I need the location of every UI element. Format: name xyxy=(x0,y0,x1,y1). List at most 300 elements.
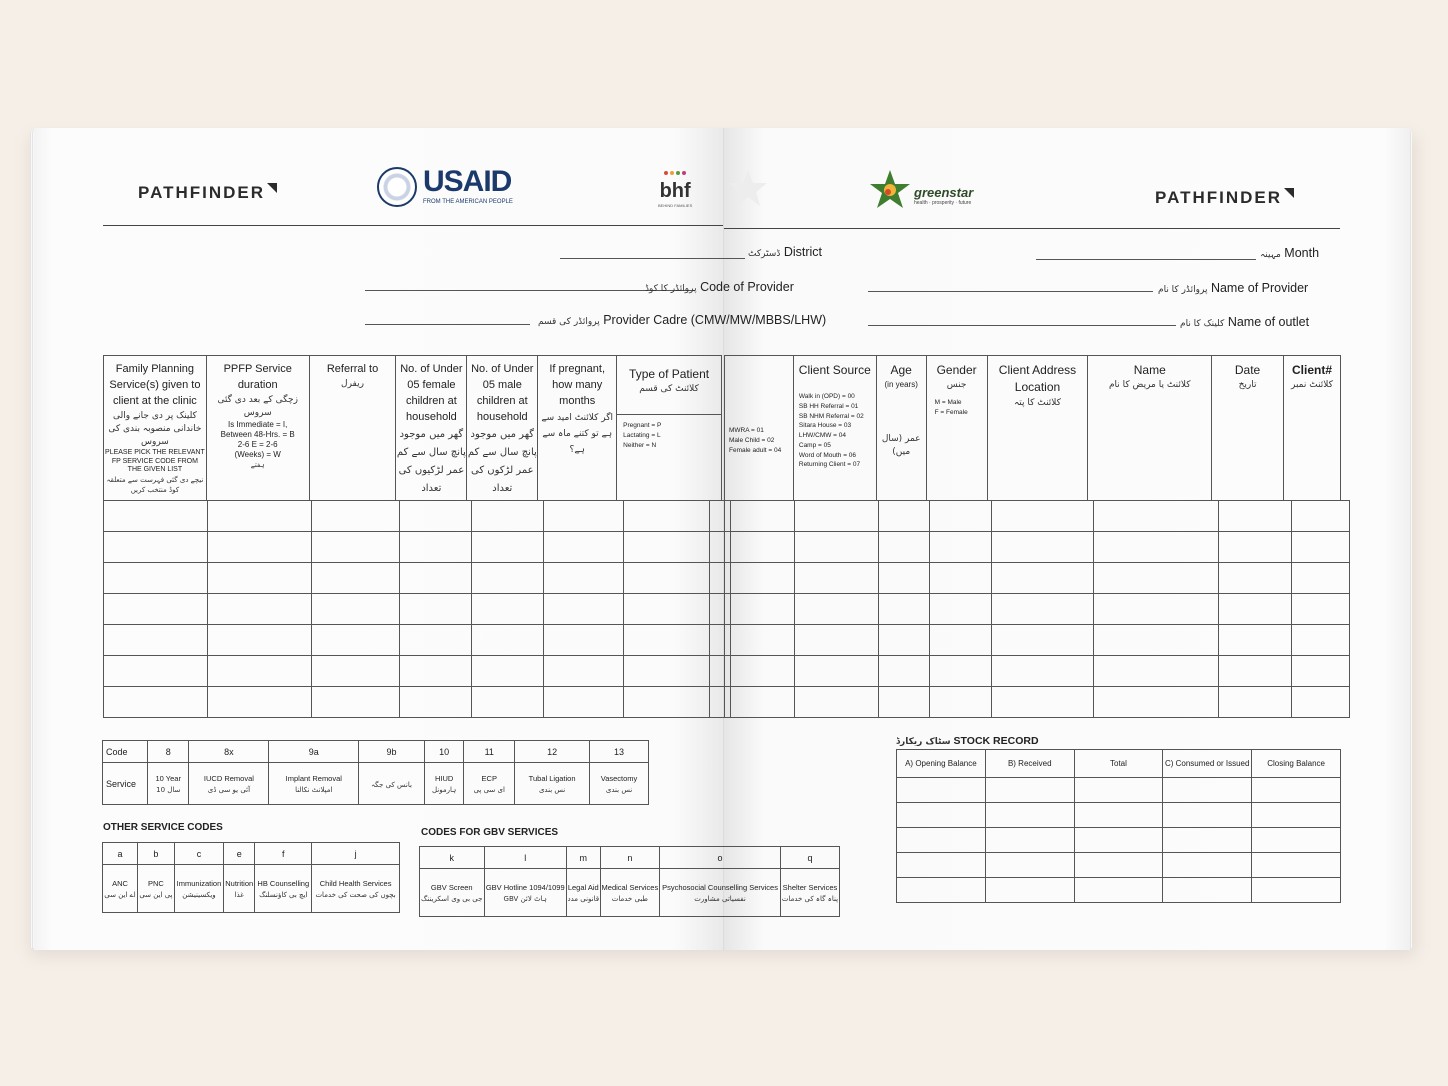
patient-type-option: Pregnant = P xyxy=(623,422,662,430)
other-service-cell xyxy=(224,865,255,913)
right-header-row xyxy=(725,356,1341,501)
header-fp-service-ur: کلینک پر دی جانے والی خاندانی منصوبہ بندی کی سروس xyxy=(108,410,202,447)
service-name-cell-label-ur: امپلانٹ نکالنا xyxy=(295,785,333,794)
entry-cell[interactable] xyxy=(472,687,544,718)
service-code-row-label: Code xyxy=(103,741,148,763)
entry-cell[interactable] xyxy=(1094,687,1219,718)
gbv-code-cell: m xyxy=(566,847,600,869)
entry-cell[interactable] xyxy=(879,656,930,687)
stock-cell[interactable] xyxy=(1252,803,1341,828)
service-code-cell: 9a xyxy=(269,741,359,763)
entry-cell[interactable] xyxy=(104,594,208,625)
header-gender-title: Gender xyxy=(936,363,977,377)
entry-cell[interactable] xyxy=(400,594,472,625)
code-of-provider-label xyxy=(645,280,794,294)
service-code-table xyxy=(102,740,649,805)
entry-cell[interactable] xyxy=(1094,594,1219,625)
stock-cell[interactable] xyxy=(985,853,1074,878)
stock-cell[interactable] xyxy=(1252,778,1341,803)
stock-cell[interactable] xyxy=(1163,803,1252,828)
table-row xyxy=(725,501,1350,532)
header-fp-service xyxy=(104,356,207,501)
entry-cell[interactable] xyxy=(472,594,544,625)
client-source-option: Word of Mouth = 06 xyxy=(798,451,857,459)
right-register-table xyxy=(724,355,1341,501)
stock-cell[interactable] xyxy=(897,828,986,853)
entry-cell[interactable] xyxy=(104,501,208,532)
entry-cell[interactable] xyxy=(992,625,1094,656)
pathfinder-logo-text: PATHFINDER xyxy=(1155,188,1283,207)
header-gender-ur: جنس xyxy=(946,380,967,391)
entry-cell[interactable] xyxy=(795,563,879,594)
entry-cell[interactable] xyxy=(312,532,400,563)
entry-cell[interactable] xyxy=(544,501,624,532)
entry-cell[interactable] xyxy=(544,625,624,656)
bhf-dots-icon xyxy=(658,162,692,180)
left-register-table xyxy=(103,355,722,501)
header-ppfp-line: (Weeks) = W xyxy=(234,449,281,459)
table-row xyxy=(725,594,1350,625)
stock-cell[interactable] xyxy=(1252,853,1341,878)
entry-cell[interactable] xyxy=(312,656,400,687)
header-client-address xyxy=(987,356,1088,501)
stock-cell[interactable] xyxy=(985,803,1074,828)
stock-record-title-ur: سٹاک ریکارڈ xyxy=(896,737,951,747)
entry-cell[interactable] xyxy=(930,501,992,532)
entry-cell[interactable] xyxy=(930,532,992,563)
stock-cell[interactable] xyxy=(1074,853,1163,878)
service-name-cell-label: Vasectomy xyxy=(600,773,638,783)
patient-type-option: Neither = N xyxy=(623,441,657,449)
entry-cell[interactable] xyxy=(312,594,400,625)
header-ppfp-title: PPFP Service duration xyxy=(223,363,292,391)
entry-cell[interactable] xyxy=(472,563,544,594)
district-line[interactable] xyxy=(560,258,745,259)
bhf-logo xyxy=(658,162,692,208)
table-row xyxy=(725,687,1350,718)
entry-cell[interactable] xyxy=(879,501,930,532)
entry-cell[interactable] xyxy=(1219,625,1292,656)
other-code-cell: j xyxy=(312,843,400,865)
stock-row xyxy=(897,803,1341,828)
stock-cell[interactable] xyxy=(1163,828,1252,853)
entry-cell[interactable] xyxy=(1219,656,1292,687)
header-client-number-title: Client# xyxy=(1291,363,1332,377)
entry-cell[interactable] xyxy=(930,563,992,594)
other-service-cell-label-ur: ایچ بی کاؤنسلنگ xyxy=(259,890,308,899)
entry-cell[interactable] xyxy=(725,594,795,625)
provider-cadre-label-ur: پروائڈر کی قسم xyxy=(538,317,600,327)
service-name-cell xyxy=(424,763,464,805)
entry-cell[interactable] xyxy=(725,656,795,687)
header-female-children xyxy=(396,356,467,501)
client-source-option: Walk in (OPD) = 00 xyxy=(798,393,855,401)
entry-cell[interactable] xyxy=(208,563,312,594)
pathfinder-logo-left xyxy=(138,183,277,203)
header-referral-title: Referral to xyxy=(326,363,379,375)
gbv-service-cell-label: Shelter Services xyxy=(782,882,838,892)
entry-cell[interactable] xyxy=(624,687,710,718)
header-name xyxy=(1088,356,1212,501)
entry-cell[interactable] xyxy=(312,625,400,656)
stock-row xyxy=(897,828,1341,853)
other-service-cell xyxy=(255,865,312,913)
bhf-logo-sub: BEHIND FAMILIES xyxy=(658,203,693,208)
provider-cadre-label xyxy=(538,313,826,327)
entry-cell[interactable] xyxy=(1292,501,1350,532)
stock-cell[interactable] xyxy=(1074,778,1163,803)
greenstar-logo xyxy=(914,185,973,206)
entry-cell[interactable] xyxy=(208,656,312,687)
district-label xyxy=(748,245,822,259)
patient-type-code: Female adult = 04 xyxy=(729,446,782,454)
header-female-children-title: No. of Under 05 female children at household xyxy=(400,363,463,423)
entry-cell[interactable] xyxy=(1219,594,1292,625)
service-name-cell-label-ur: نس بندی xyxy=(605,785,633,794)
entry-cell[interactable] xyxy=(400,563,472,594)
entry-cell[interactable] xyxy=(472,625,544,656)
entry-cell[interactable] xyxy=(400,625,472,656)
entry-cell[interactable] xyxy=(1219,532,1292,563)
entry-cell[interactable] xyxy=(544,532,624,563)
entry-cell[interactable] xyxy=(1292,656,1350,687)
entry-cell[interactable] xyxy=(472,501,544,532)
entry-cell[interactable] xyxy=(312,501,400,532)
service-name-cell-label-ur: نس بندی xyxy=(538,785,566,794)
stock-cell[interactable] xyxy=(897,853,986,878)
left-header-row xyxy=(104,356,722,501)
other-service-cell-label-ur: اے این سی xyxy=(104,890,136,899)
table-row xyxy=(104,687,731,718)
header-patient-type-codes xyxy=(725,356,794,501)
entry-cell[interactable] xyxy=(992,594,1094,625)
entry-cell[interactable] xyxy=(104,656,208,687)
usaid-logo-text: USAID xyxy=(423,165,512,198)
entry-cell[interactable] xyxy=(1292,532,1350,563)
header-male-children xyxy=(467,356,538,501)
right-table-body xyxy=(724,500,1350,718)
gbv-code-cell: l xyxy=(484,847,566,869)
entry-cell[interactable] xyxy=(725,532,795,563)
gbv-codes-title: CODES FOR GBV SERVICES xyxy=(421,827,559,838)
stock-cell[interactable] xyxy=(1074,828,1163,853)
entry-cell[interactable] xyxy=(400,532,472,563)
entry-cell[interactable] xyxy=(624,501,710,532)
table-row xyxy=(725,532,1350,563)
stock-row xyxy=(897,878,1341,903)
name-of-outlet-line[interactable] xyxy=(868,325,1176,326)
entry-cell[interactable] xyxy=(544,563,624,594)
stock-column-header: C) Consumed or Issued xyxy=(1163,750,1252,778)
entry-cell[interactable] xyxy=(930,656,992,687)
header-fp-service-note-ur: نیچے دی گئی فہرست سے متعلقہ کوڈ منتخب کریں xyxy=(106,476,204,495)
service-name-cell xyxy=(189,763,269,805)
patient-type-options xyxy=(617,414,721,450)
gbv-service-cell xyxy=(780,869,839,917)
header-type-of-patient xyxy=(617,356,722,501)
other-service-row xyxy=(103,865,400,913)
watermark-star-icon xyxy=(728,168,768,208)
service-name-cell xyxy=(359,763,425,805)
entry-cell[interactable] xyxy=(725,501,795,532)
entry-cell[interactable] xyxy=(624,594,710,625)
other-code-row xyxy=(103,843,400,865)
header-male-children-ur: گھر میں موجود پانچ سال سے کم عمر لڑکوں کی تعداد xyxy=(467,428,537,494)
gender-option: M = Male xyxy=(934,399,962,407)
gbv-service-cell xyxy=(600,869,660,917)
other-code-cell: c xyxy=(174,843,223,865)
entry-cell[interactable] xyxy=(1219,563,1292,594)
other-service-cell xyxy=(103,865,138,913)
stock-header-row xyxy=(897,750,1341,778)
entry-cell[interactable] xyxy=(879,625,930,656)
header-age-ur: عمر (سال میں) xyxy=(881,433,921,458)
entry-cell[interactable] xyxy=(1094,563,1219,594)
entry-cell[interactable] xyxy=(1219,687,1292,718)
gbv-service-cell-label-ur: جی بی وی اسکریننگ xyxy=(421,894,483,903)
header-client-source-title: Client Source xyxy=(798,363,871,377)
header-ppfp-ur-2: ہفتے xyxy=(250,460,265,469)
client-source-option: Sitara House = 03 xyxy=(798,422,852,430)
entry-cell[interactable] xyxy=(104,625,208,656)
stock-cell[interactable] xyxy=(1252,828,1341,853)
entry-cell[interactable] xyxy=(208,501,312,532)
code-of-provider-label-ur: پروائڈر کا کوڈ xyxy=(645,284,697,294)
provider-cadre-line[interactable] xyxy=(365,324,530,325)
service-name-cell-label-ur: 10 سال xyxy=(156,785,181,794)
gbv-service-cell-label-ur: GBV ہاٹ لائن xyxy=(503,894,547,903)
stock-cell[interactable] xyxy=(1252,878,1341,903)
gbv-service-row xyxy=(420,869,840,917)
header-male-children-title: No. of Under 05 male children at household xyxy=(471,363,534,423)
entry-cell[interactable] xyxy=(1219,501,1292,532)
other-service-cell xyxy=(312,865,400,913)
stock-row xyxy=(897,853,1341,878)
header-gender xyxy=(926,356,987,501)
other-service-cell xyxy=(174,865,223,913)
other-service-cell-label: ANC xyxy=(112,878,128,888)
name-of-outlet-label xyxy=(1180,315,1309,329)
stock-cell[interactable] xyxy=(897,778,986,803)
entry-cell[interactable] xyxy=(795,687,879,718)
entry-cell[interactable] xyxy=(472,656,544,687)
entry-cell[interactable] xyxy=(104,532,208,563)
gbv-service-cell xyxy=(484,869,566,917)
gbv-code-cell: k xyxy=(420,847,485,869)
gbv-service-cell-label-ur: طبی خدمات xyxy=(611,894,648,903)
entry-cell[interactable] xyxy=(1094,625,1219,656)
entry-cell[interactable] xyxy=(795,594,879,625)
entry-cell[interactable] xyxy=(312,563,400,594)
other-service-cell-label: Nutrition xyxy=(225,878,254,888)
service-name-cell-label: HIUD xyxy=(434,773,454,783)
entry-cell[interactable] xyxy=(104,687,208,718)
entry-cell[interactable] xyxy=(992,532,1094,563)
other-code-cell: a xyxy=(103,843,138,865)
service-name-cell-label: IUCD Removal xyxy=(203,773,254,783)
name-of-outlet-label-ur: کلینک کا نام xyxy=(1180,319,1225,329)
entry-cell[interactable] xyxy=(624,532,710,563)
service-code-cell: 11 xyxy=(464,741,515,763)
table-row xyxy=(104,656,731,687)
entry-cell[interactable] xyxy=(992,656,1094,687)
entry-cell[interactable] xyxy=(879,532,930,563)
stock-cell[interactable] xyxy=(985,828,1074,853)
header-date-title: Date xyxy=(1234,363,1261,377)
stock-cell[interactable] xyxy=(1163,853,1252,878)
greenstar-tagline: health · prosperity · future xyxy=(914,200,972,206)
entry-cell[interactable] xyxy=(879,687,930,718)
stock-cell[interactable] xyxy=(1163,878,1252,903)
entry-cell[interactable] xyxy=(1292,563,1350,594)
stock-cell[interactable] xyxy=(1074,803,1163,828)
entry-cell[interactable] xyxy=(472,532,544,563)
entry-cell[interactable] xyxy=(930,625,992,656)
stock-cell[interactable] xyxy=(985,878,1074,903)
header-female-children-ur: گھر میں موجود پانچ سال سے کم عمر لڑکیوں کی تعداد xyxy=(396,428,466,494)
entry-cell[interactable] xyxy=(992,563,1094,594)
gbv-service-cell xyxy=(420,869,485,917)
entry-cell[interactable] xyxy=(795,625,879,656)
entry-cell[interactable] xyxy=(104,563,208,594)
entry-cell[interactable] xyxy=(208,687,312,718)
entry-cell[interactable] xyxy=(795,656,879,687)
code-of-provider-label-en: Code of Provider xyxy=(700,280,794,294)
entry-cell[interactable] xyxy=(208,594,312,625)
entry-cell[interactable] xyxy=(544,656,624,687)
header-date xyxy=(1212,356,1284,501)
table-row xyxy=(104,594,731,625)
service-name-cell-label: Implant Removal xyxy=(285,773,342,783)
entry-cell[interactable] xyxy=(624,625,710,656)
client-source-option: Camp = 05 xyxy=(798,441,831,449)
entry-cell[interactable] xyxy=(544,687,624,718)
header-age xyxy=(876,356,926,501)
entry-cell[interactable] xyxy=(1094,501,1219,532)
entry-cell[interactable] xyxy=(795,532,879,563)
entry-grid xyxy=(724,500,1350,718)
header-referral xyxy=(309,356,396,501)
entry-cell[interactable] xyxy=(725,687,795,718)
header-name-title: Name xyxy=(1133,363,1166,377)
entry-cell[interactable] xyxy=(400,687,472,718)
gbv-code-cell: q xyxy=(780,847,839,869)
entry-cell[interactable] xyxy=(312,687,400,718)
gbv-service-cell-label: GBV Screen xyxy=(430,882,473,892)
stock-row xyxy=(897,778,1341,803)
gbv-code-cell: n xyxy=(600,847,660,869)
other-service-codes-table xyxy=(102,842,400,913)
entry-cell[interactable] xyxy=(992,687,1094,718)
district-label-en: District xyxy=(783,245,823,259)
service-name-cell-label: Tubal Ligation xyxy=(528,773,576,783)
pathfinder-logo-text: PATHFINDER xyxy=(138,183,266,202)
entry-cell[interactable] xyxy=(1292,687,1350,718)
entry-cell[interactable] xyxy=(930,687,992,718)
entry-cell[interactable] xyxy=(1094,656,1219,687)
header-date-ur: تاریخ xyxy=(1238,380,1257,391)
patient-type-option: Lactating = L xyxy=(623,432,661,440)
bhf-logo-text: bhf xyxy=(659,180,691,202)
service-name-row-label: Service xyxy=(103,763,148,805)
other-code-cell: e xyxy=(224,843,255,865)
gbv-service-cell-label-ur: قانونی مدد xyxy=(567,894,600,903)
entry-cell[interactable] xyxy=(624,656,710,687)
header-referral-ur: ریفرل xyxy=(341,378,364,389)
entry-cell[interactable] xyxy=(1292,625,1350,656)
service-name-cell-label: ECP xyxy=(481,773,497,783)
gbv-service-cell-label: Psychosocial Counselling Services xyxy=(662,882,778,892)
header-client-address-title: Client Address Location xyxy=(998,363,1077,395)
stock-cell[interactable] xyxy=(897,878,986,903)
service-code-cell: 8 xyxy=(148,741,189,763)
patient-type-code: MWRA = 01 xyxy=(729,427,764,434)
month-label-en: Month xyxy=(1284,246,1320,260)
other-service-cell-label: PNC xyxy=(148,878,164,888)
service-name-cell-label-ur: ای سی پی xyxy=(473,785,505,794)
header-pregnant-months-ur: اگر کلائنٹ امید سے ہے تو کتنے ماہ سے ہے؟ xyxy=(541,412,614,456)
month-line[interactable] xyxy=(1036,259,1256,260)
service-name-cell-label-ur: بانس کی جگہ xyxy=(371,781,412,789)
entry-cell[interactable] xyxy=(879,563,930,594)
service-code-row xyxy=(103,741,649,763)
gbv-service-cell-label: GBV Hotline 1094/1099 xyxy=(485,882,565,892)
entry-cell[interactable] xyxy=(725,625,795,656)
greenstar-star-icon xyxy=(868,168,912,210)
service-name-row xyxy=(103,763,649,805)
entry-cell[interactable] xyxy=(930,594,992,625)
service-name-cell-label-ur: ہارمونل xyxy=(432,785,457,794)
entry-cell[interactable] xyxy=(992,501,1094,532)
entry-cell[interactable] xyxy=(1094,532,1219,563)
header-pregnant-months-title: If pregnant, how many months xyxy=(549,363,606,407)
usaid-logo xyxy=(423,165,513,205)
header-ppfp-ur: زچگی کے بعد دی گئی سروس xyxy=(217,394,298,418)
entry-cell[interactable] xyxy=(624,563,710,594)
entry-cell[interactable] xyxy=(1292,594,1350,625)
entry-cell[interactable] xyxy=(795,501,879,532)
other-service-cell-label-ur: پی این سی xyxy=(139,890,173,899)
stock-column-header: A) Opening Balance xyxy=(897,750,986,778)
month-label-ur: مہینہ xyxy=(1260,250,1281,260)
table-row xyxy=(104,532,731,563)
other-service-cell xyxy=(138,865,175,913)
entry-cell[interactable] xyxy=(544,594,624,625)
stock-cell[interactable] xyxy=(985,778,1074,803)
entry-cell[interactable] xyxy=(879,594,930,625)
table-row xyxy=(725,625,1350,656)
service-name-cell xyxy=(464,763,515,805)
header-client-source xyxy=(793,356,876,501)
entry-cell[interactable] xyxy=(400,501,472,532)
entry-cell[interactable] xyxy=(725,563,795,594)
gbv-service-cell-label-ur: نفسیاتی مشاورت xyxy=(694,894,746,903)
name-of-provider-line[interactable] xyxy=(868,291,1153,292)
header-client-number xyxy=(1283,356,1340,501)
stock-cell[interactable] xyxy=(897,803,986,828)
stock-cell[interactable] xyxy=(1163,778,1252,803)
entry-cell[interactable] xyxy=(208,625,312,656)
entry-cell[interactable] xyxy=(208,532,312,563)
entry-grid xyxy=(103,500,731,718)
gbv-service-cell-label-ur: پناہ گاہ کی خدمات xyxy=(781,894,839,903)
entry-cell[interactable] xyxy=(400,656,472,687)
gbv-service-cell-label: Legal Aid xyxy=(567,882,599,892)
gbv-codes-table xyxy=(419,846,840,917)
client-source-option: LHW/CMW = 04 xyxy=(798,432,847,440)
other-service-codes-title: OTHER SERVICE CODES xyxy=(103,822,223,833)
stock-cell[interactable] xyxy=(1074,878,1163,903)
